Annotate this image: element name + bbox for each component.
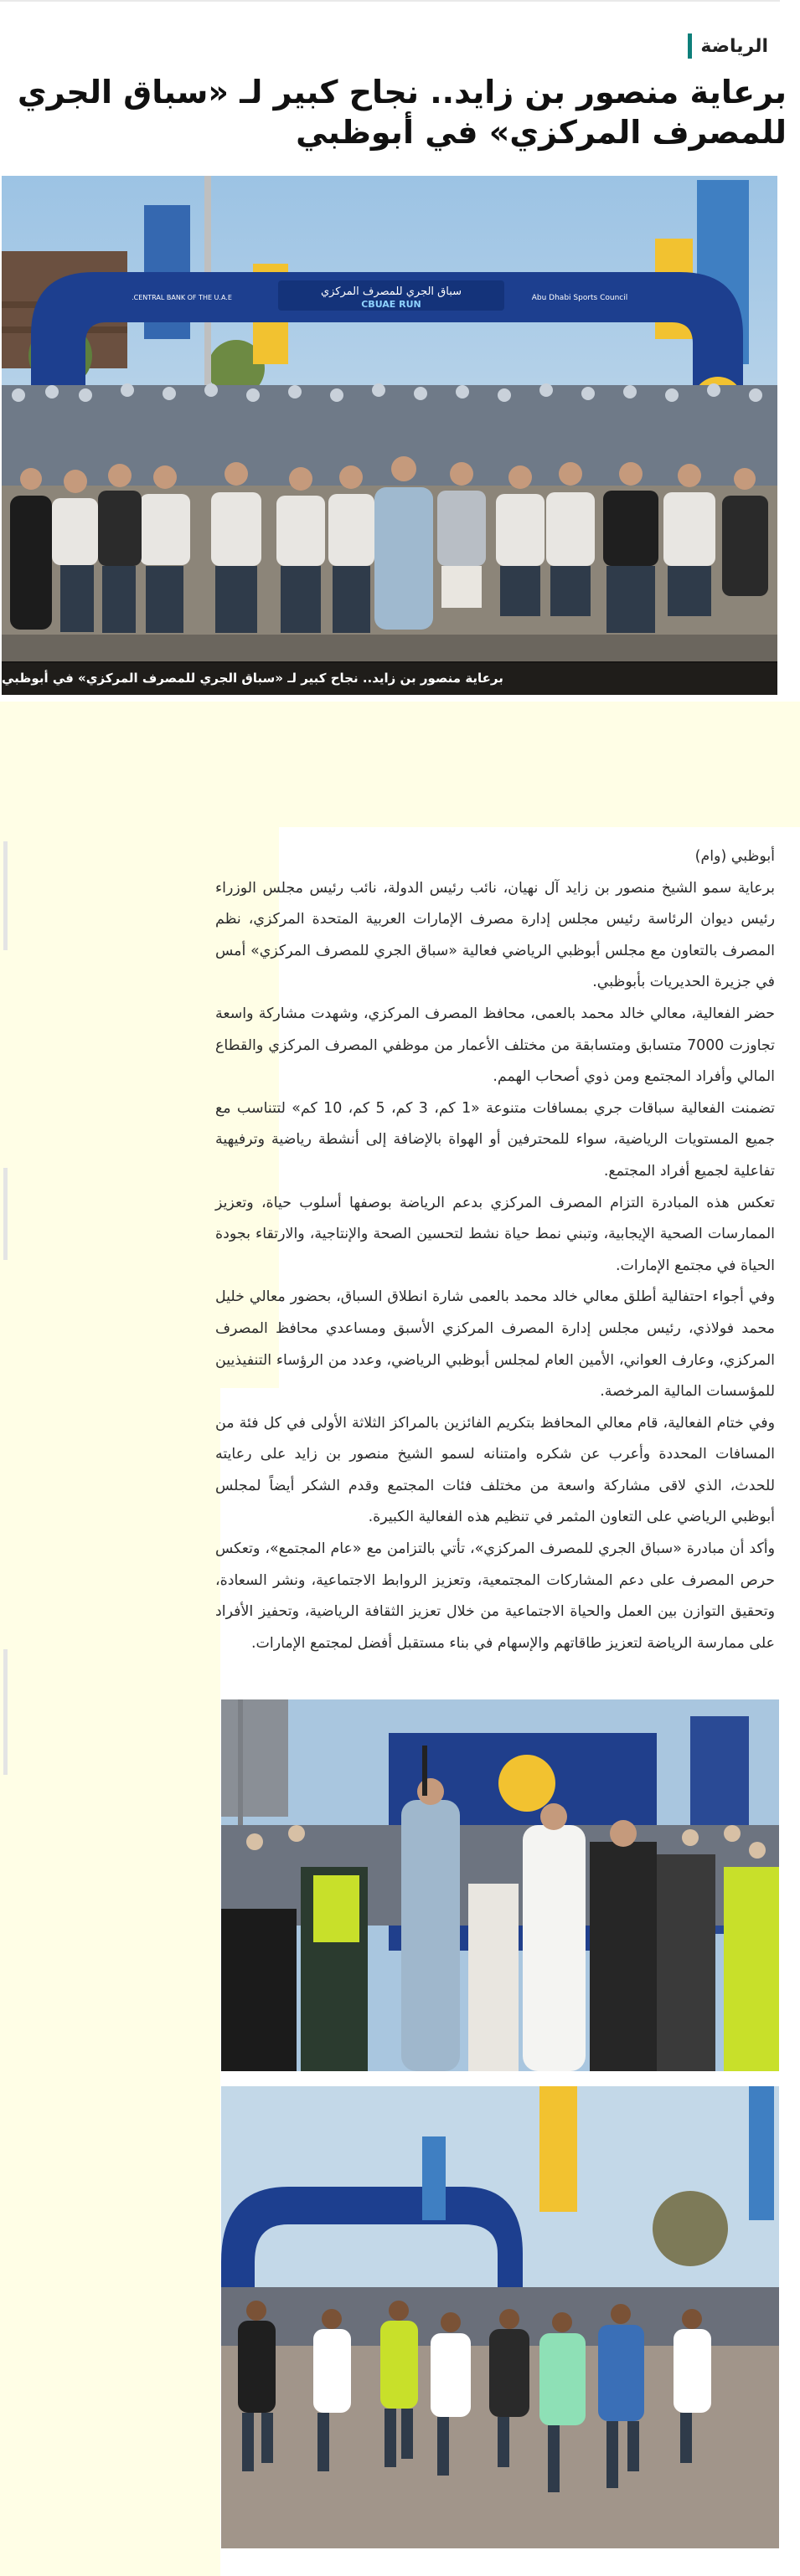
paragraph: وأكد أن مبادرة «سباق الجري للمصرف المركزي»، تأتي بالتزامن مع «عام المجتمع»، وتعكس حرص المصرف على دعم المشاركات المجتمعية، وتعزيز الروابط الاجتماعية، ونشر السعادة، وتحقيق التوازن بين العمل والحياة الاجتماعية من خلال تعزيز الثقافة الرياضية، وتحفيز الأفراد على ممارسة الرياضة لتعزيز طاقاتهم والإسهام في بناء مستقبل أفضل لمجتمع الإمارات. <box>215 1540 775 1652</box>
gutter-line <box>3 841 8 950</box>
paragraph: وفي أجواء احتفالية أطلق معالي خالد محمد بالعمى شارة انطلاق السباق، بحضور معالي خليل محمد فولاذي، رئيس مجلس إدارة المصرف المركزي الأسبق ومساعدي محافظ المصرف المركزي، وعارف العواني، الأمين العام لمجلس أبوظبي الرياضي، وعدد من الرؤساء التنفيذيين للمؤسسات المالية المرخصة. <box>215 1288 775 1401</box>
paragraph: حضر الفعالية، معالي خالد محمد بالعمى، محافظ المصرف المركزي، وشهدت مشاركة واسعة تجاوزت 7000 متسابق ومتسابقة من مختلف الأعمار من موظفي المصرف المركزي والقطاع المالي وأفراد المجتمع ومن ذوي أصحاب الهمم. <box>215 1005 775 1086</box>
hero-photo-illustration <box>2 176 777 695</box>
highlight-overlay-left <box>0 702 220 2576</box>
hero-image <box>2 176 777 695</box>
photo-illustration <box>221 2086 779 2548</box>
arch-sponsor-left: CENTRAL BANK OF THE U.A.E. <box>132 294 232 301</box>
arch-title-ar: سباق الجري للمصرف المركزي <box>320 285 462 298</box>
photo-illustration <box>221 1699 779 2071</box>
gutter-line <box>3 1168 8 1260</box>
arch-title-en: CBUAE RUN <box>361 299 421 310</box>
flag <box>749 2086 774 2220</box>
section-header <box>688 33 768 59</box>
paragraph: برعاية سمو الشيخ منصور بن زايد آل نهيان، نائب رئيس الدولة، نائب رئيس مجلس الوزراء رئيس ديوان الرئاسة رئيس مجلس إدارة مصرف الإمارات العربية المتحدة المركزي، نظم المصرف بالتعاون مع مجلس أبوظبي الرياضي فعالية «سباق الجري للمصرف المركزي» أمس في جزيرة الحديريات بأبوظبي. <box>215 879 775 991</box>
section-label[interactable]: الرياضة <box>700 35 768 57</box>
dateline: أبوظبي (وام) <box>694 848 775 865</box>
article-photo-race-start <box>221 1699 779 2071</box>
paragraph: تعكس هذه المبادرة التزام المصرف المركزي بدعم الرياضة بوصفها أسلوب حياة، وتعزيز الممارسات الصحية الإيجابية، وتبني نمط حياة نشط لتحسين الصحة والإنتاجية، والارتقاء بجودة الحياة في مجتمع الإمارات. <box>215 1194 775 1274</box>
paragraph: تضمنت الفعالية سباقات جري بمسافات متنوعة «1 كم، 3 كم، 5 كم، 10 كم» لتتناسب مع جميع المستويات الرياضية، سواء للمحترفين أو الهواة بالإضافة إلى أنشطة رياضية وترفيهية تفاعلية لجميع أفراد المجتمع. <box>215 1099 775 1180</box>
article-body <box>215 841 775 1659</box>
article-title: برعاية منصور بن زايد.. نجاح كبير لـ «سباق الجري للمصرف المركزي» في أبوظبي <box>17 74 787 151</box>
flag <box>539 2086 577 2212</box>
hero-caption: برعاية منصور بن زايد.. نجاح كبير لـ «سباق الجري للمصرف المركزي» في أبوظبي <box>2 661 777 695</box>
paragraph: وفي ختام الفعالية، قام معالي المحافظ بتكريم الفائزين بالمراكز الثلاثة الأولى في كل فئة من المسافات المحددة وأعرب عن شكره وامتنانه لسمو الشيخ منصور بن زايد على رعايته للحدث، الذي لاقى مشاركة واسعة من مختلف فئات المجتمع وقدم الشكر أيضاً لمجلس أبوظبي الرياضي على التعاون المثمر في تنظيم هذه الفعالية الكبيرة. <box>215 1414 775 1526</box>
top-divider <box>0 0 780 2</box>
arch-sponsor-right: Abu Dhabi Sports Council <box>531 294 628 302</box>
article-photo-runners <box>221 2086 779 2548</box>
section-accent-bar <box>688 33 692 59</box>
flag <box>422 2136 446 2220</box>
gutter-line <box>3 1649 8 1775</box>
